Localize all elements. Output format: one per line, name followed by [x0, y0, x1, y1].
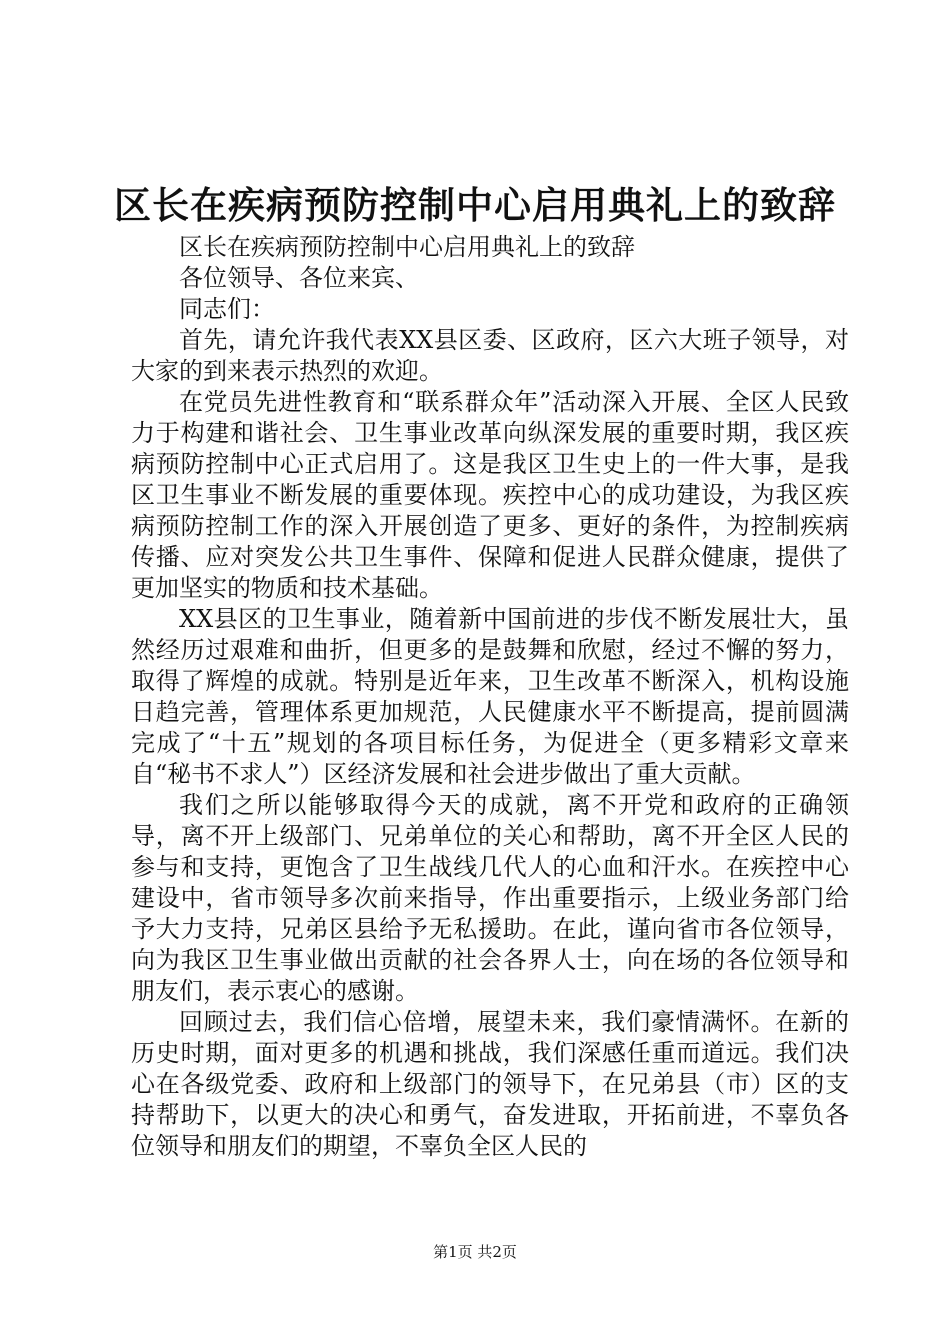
page-number-footer: 第1页 共2页: [433, 1243, 517, 1261]
document-title: 区长在疾病预防控制中心启用典礼上的致辞: [114, 183, 836, 227]
paragraph-thanks: 我们之所以能够取得今天的成就，离不开党和政府的正确领导，离不开上级部门、兄弟单位的关心和帮助，离不开全区人民的参与和支持，更饱含了卫生战线几代人的心血和汗水。在疾控中心建设中，省市领导多次前来指导，作出重要指示，上级业务部门给予大力支持，兄弟区县给予无私援助。在此，谨向省市各位领导，向为我区卫生事业做出贡献的社会各界人士，向在场的各位领导和朋友们，表示衷心的感谢。: [131, 791, 849, 1005]
paragraph-launch: 在党员先进性教育和“联系群众年”活动深入开展、全区人民致力于构建和谐社会、卫生事业改革向纵深发展的重要时期，我区疾病预防控制中心正式启用了。这是我区卫生史上的一件大事，是我区卫生事业不断发展的重要体现。疾控中心的成功建设，为我区疾病预防控制工作的深入开展创造了更多、更好的条件，为控制疾病传播、应对突发公共卫生事件、保障和促进人民群众健康，提供了更加坚实的物质和技术基础。: [131, 388, 849, 602]
paragraph-welcome: 首先，请允许我代表XX县区委、区政府，区六大班子领导，对大家的到来表示热烈的欢迎。: [131, 326, 849, 385]
paragraph-outlook: 回顾过去，我们信心倍增，展望未来，我们豪情满怀。在新的历史时期，面对更多的机遇和挑战，我们深感任重而道远。我们决心在各级党委、政府和上级部门的领导下，在兄弟县（市）区的支持帮助下，以更大的决心和勇气，奋发进取，开拓前进，不辜负各位领导和朋友们的期望，不辜负全区人民的: [131, 1008, 849, 1160]
paragraph-heading-repeat: 区长在疾病预防控制中心启用典礼上的致辞: [179, 233, 635, 261]
paragraph-achievements: XX县区的卫生事业，随着新中国前进的步伐不断发展壮大，虽然经历过艰难和曲折，但更多的是鼓舞和欣慰，经过不懈的努力，取得了辉煌的成就。特别是近年来，卫生改革不断深入，机构设施日趋完善，管理体系更加规范，人民健康水平不断提高，提前圆满完成了“十五”规划的各项目标任务，为促进全（更多精彩文章来自“秘书不求人”）区经济发展和社会进步做出了重大贡献。: [131, 605, 849, 788]
paragraph-salutation-1: 各位领导、各位来宾、: [179, 264, 419, 292]
paragraph-salutation-2: 同志们：: [179, 295, 275, 323]
document-body: [131, 232, 849, 1162]
